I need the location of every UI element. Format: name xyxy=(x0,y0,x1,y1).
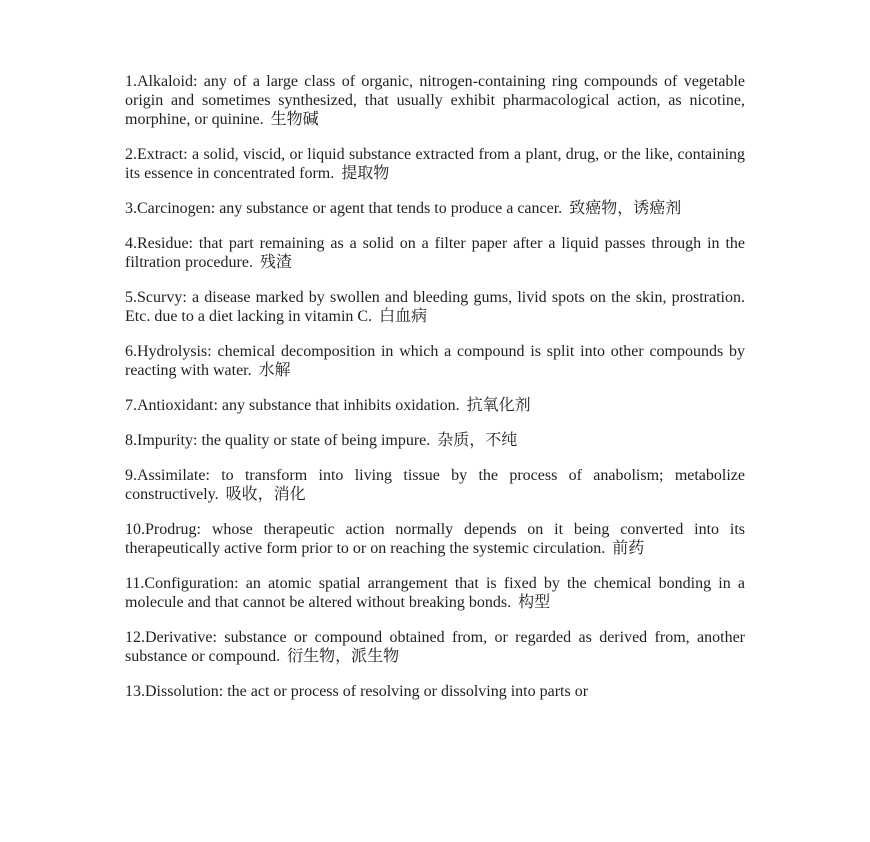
entry-translation-zh: 残渣 xyxy=(259,254,292,271)
entry-definition: that part remaining as a solid on a filter paper after a liquid passes through in the filtration procedure. xyxy=(125,235,745,271)
entry-term: 13.Dissolution: xyxy=(125,683,224,700)
entry-translation-zh: 致癌物，诱癌剂 xyxy=(569,200,682,217)
entry-translation-zh: 吸收，消化 xyxy=(225,486,306,503)
entry-term: 4.Residue: xyxy=(125,235,193,252)
entry-term: 1.Alkaloid: xyxy=(125,73,198,90)
entry-term: 7.Antioxidant: xyxy=(125,397,218,414)
entry-term: 8.Impurity: xyxy=(125,432,198,449)
glossary-entry-11 xyxy=(125,574,745,612)
glossary-entry-7 xyxy=(125,396,745,415)
glossary-entry-10 xyxy=(125,520,745,558)
entry-translation-zh: 衍生物，派生物 xyxy=(287,648,400,665)
glossary-entry-3 xyxy=(125,199,745,218)
glossary-entry-12 xyxy=(125,628,745,666)
glossary-entry-5 xyxy=(125,288,745,326)
entry-definition: the act or process of resolving or dissolving into parts or xyxy=(227,683,589,700)
entry-definition: the quality or state of being impure. xyxy=(201,432,431,449)
entry-translation-zh xyxy=(588,683,595,700)
glossary-entry-6 xyxy=(125,342,745,380)
entry-translation-zh: 杂质，不纯 xyxy=(437,432,518,449)
entry-definition: to transform into living tissue by the process of anabolism; metabolize constructively. xyxy=(125,467,746,503)
entry-translation-zh: 提取物 xyxy=(341,165,390,182)
entry-definition: chemical decomposition in which a compound is split into other compounds by reacting with water. xyxy=(125,343,746,379)
entry-definition: any substance or agent that tends to produce a cancer. xyxy=(219,200,563,217)
entry-term: 12.Derivative: xyxy=(125,629,217,646)
entry-definition: any substance that inhibits oxidation. xyxy=(221,397,460,414)
glossary-entry-9 xyxy=(125,466,745,504)
entry-definition: substance or compound obtained from, or regarded as derived from, another substance or compound. xyxy=(125,629,745,665)
entry-definition: a solid, viscid, or liquid substance extracted from a plant, drug, or the like, containing its essence in concentrated form. xyxy=(125,146,746,182)
entry-term: 2.Extract: xyxy=(125,146,188,163)
entry-translation-zh: 抗氧化剂 xyxy=(466,397,531,414)
entry-term: 11.Configuration: xyxy=(125,575,239,592)
entry-term: 10.Prodrug: xyxy=(125,521,201,538)
entry-definition: whose therapeutic action normally depends on it being converted into its therapeutically active form prior to or on reaching the systemic circulation. xyxy=(125,521,746,557)
document-page xyxy=(125,72,745,717)
entry-translation-zh: 前药 xyxy=(612,540,645,557)
entry-translation-zh: 构型 xyxy=(518,594,551,611)
entry-term: 3.Carcinogen: xyxy=(125,200,216,217)
entry-term: 5.Scurvy: xyxy=(125,289,187,306)
entry-definition: any of a large class of organic, nitrogen-containing ring compounds of vegetable origin and sometimes synthesized, that usually exhibit pharmacological action, as nicotine, morphine, or quinine. xyxy=(125,73,745,128)
glossary-entry-2 xyxy=(125,145,745,183)
entry-translation-zh: 生物碱 xyxy=(270,111,319,128)
entry-translation-zh: 水解 xyxy=(258,362,291,379)
glossary-entry-4 xyxy=(125,234,745,272)
entry-definition: a disease marked by swollen and bleeding gums, livid spots on the skin, prostration. Etc. due to a diet lacking in vitamin C. xyxy=(125,289,745,325)
entry-term: 9.Assimilate: xyxy=(125,467,210,484)
glossary-entry-8 xyxy=(125,431,745,450)
entry-term: 6.Hydrolysis: xyxy=(125,343,212,360)
entry-definition: an atomic spatial arrangement that is fixed by the chemical bonding in a molecule and that cannot be altered without breaking bonds. xyxy=(125,575,745,611)
entry-translation-zh: 白血病 xyxy=(379,308,428,325)
glossary-entry-1 xyxy=(125,72,745,129)
glossary-entry-13 xyxy=(125,682,745,701)
